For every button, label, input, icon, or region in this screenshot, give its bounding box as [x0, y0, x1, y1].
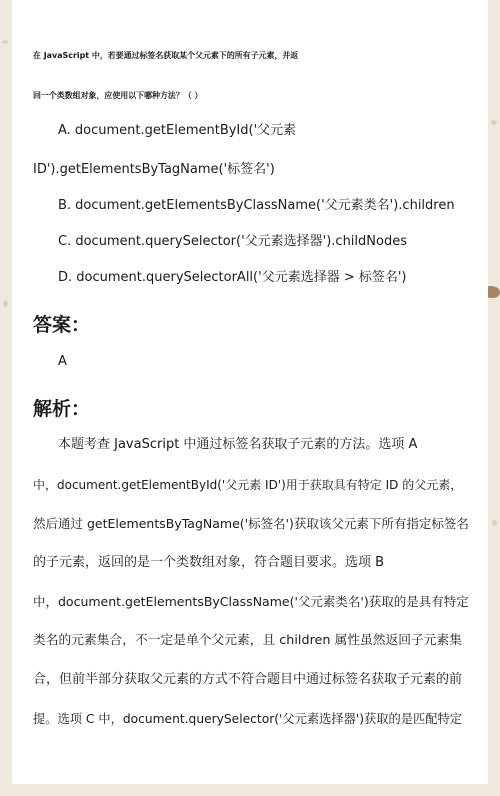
option-d: D. document.querySelectorAll('父元素选择器 > 标签名')	[58, 270, 407, 285]
question-line-2: 回一个类数组对象，应使用以下哪种方法？（ ）	[33, 91, 203, 100]
answer-value: A	[58, 354, 67, 369]
explanation-line: 的子元素，返回的是一个类数组对象，符合题目要求。选项 B	[33, 555, 385, 570]
background-speck	[3, 300, 8, 307]
background-speck	[2, 40, 8, 44]
option-c: C. document.querySelector('父元素选择器').childNodes	[58, 234, 407, 249]
explanation-line: 合，但前半部分获取父元素的方式不符合题目中通过标签名获取子元素的前	[33, 672, 463, 687]
explanation-heading: 解析：	[33, 398, 91, 420]
question-line-1: 在 JavaScript 中，若要通过标签名获取某个父元素下的所有子元素，并返	[33, 51, 299, 60]
option-a-line-1: A. document.getElementById('父元素	[58, 123, 297, 138]
answer-heading: 答案：	[33, 314, 91, 336]
explanation-line: 提。选项 C 中，document.querySelector('父元素选择器')获取的是匹配特定	[33, 712, 463, 726]
explanation-line: 中，document.getElementsByClassName('父元素类名')获取的是具有特定	[33, 594, 469, 609]
option-b: B. document.getElementsByClassName('父元素类名').children	[58, 198, 455, 213]
explanation-line: 本题考查 JavaScript 中通过标签名获取子元素的方法。选项 A	[58, 437, 418, 452]
option-a-line-2: ID').getElementsByTagName('标签名')	[33, 162, 275, 177]
explanation-line: 然后通过 getElementsByTagName('标签名')获取该父元素下所有指定标签名	[33, 516, 469, 531]
explanation-line: 中，document.getElementById('父元素 ID')用于获取具有特定 ID 的父元素，	[33, 478, 463, 492]
explanation-line: 类名的元素集合，不一定是单个父元素，且 children 属性虽然返回子元素集	[33, 633, 463, 648]
document-page	[12, 0, 488, 784]
background-speck	[491, 120, 497, 125]
background-speck	[492, 520, 497, 526]
